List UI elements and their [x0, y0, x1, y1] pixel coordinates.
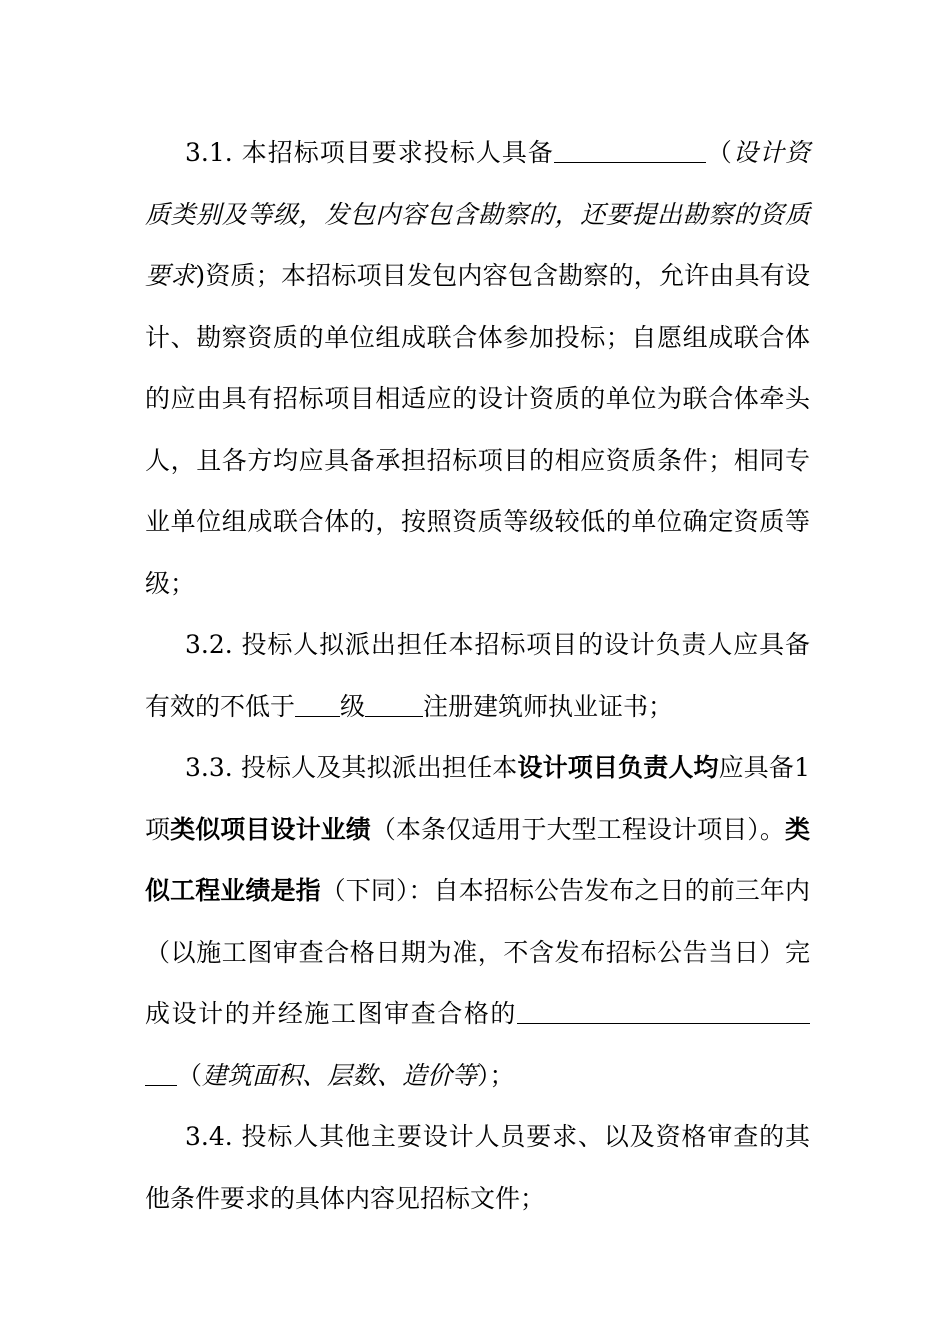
clause-3-2: [145, 614, 810, 737]
clause-number: 3.3.: [185, 753, 233, 782]
paren: （: [177, 1060, 203, 1090]
clause-text: 级: [340, 691, 366, 721]
document-body: [145, 122, 810, 1229]
clause-text: 投标人其他主要设计人员要求、以及资格审查的其他条件要求的具体内容见招标文件；: [145, 1122, 810, 1213]
clause-text: )资质；本招标项目发包内容包含勘察的，允许由具有设计、勘察资质的单位组成联合体参加投标；自愿组成联合体的应由具有招标项目相适应的设计资质的单位为联合体牵头人，且各方均应具备承担招标项目的相应资质条件；相同专业单位组成联合体的，按照资质等级较低的单位确定资质等级；: [145, 261, 810, 598]
clause-3-4: [145, 1106, 810, 1229]
clause-3-3: [145, 737, 810, 1106]
clause-text: ）；: [477, 1060, 515, 1090]
fill-blank-project-scale[interactable]: [517, 998, 810, 1024]
fill-blank-architect-type[interactable]: [365, 691, 423, 717]
clause-text: （本条仅适用于大型工程设计项目）。: [370, 814, 785, 844]
clause-text: （下同）：自本招标公告发布之日的前三年内（以施工图审查合格日期为准，不含发布招标公告当日）完成设计的并经施工图审查合格的: [145, 876, 810, 1028]
clause-number: 3.4.: [185, 1122, 233, 1151]
clause-text: 投标人拟派出担任本招标项目的设计负责人应具备有效的不低于: [145, 630, 810, 721]
clause-number: 3.1.: [185, 138, 233, 167]
italic-note: 设计资质类别及等级，发包内容包含勘察的，还要提出勘察的资质要求: [145, 138, 810, 290]
clause-text: 投标人及其拟派出担任本: [240, 753, 518, 782]
bold-text: 类似工程业绩是指: [145, 814, 810, 905]
paren: （: [705, 138, 733, 167]
fill-blank-grade[interactable]: [295, 691, 340, 717]
clause-number: 3.2.: [185, 630, 233, 659]
bold-text: 设计项目负责人均: [517, 753, 719, 782]
fill-blank-qualification[interactable]: [554, 137, 706, 163]
italic-note: 建筑面积、层数、造价等: [202, 1060, 478, 1090]
bold-text: 类似项目设计业绩: [170, 814, 371, 844]
fill-blank-project-scale-cont[interactable]: [145, 1060, 177, 1086]
clause-text: 应具备1项: [145, 753, 810, 844]
clause-3-1: [145, 122, 810, 614]
clause-text: 注册建筑师执业证书；: [423, 691, 674, 721]
clause-text: 本招标项目要求投标人具备: [241, 138, 554, 167]
